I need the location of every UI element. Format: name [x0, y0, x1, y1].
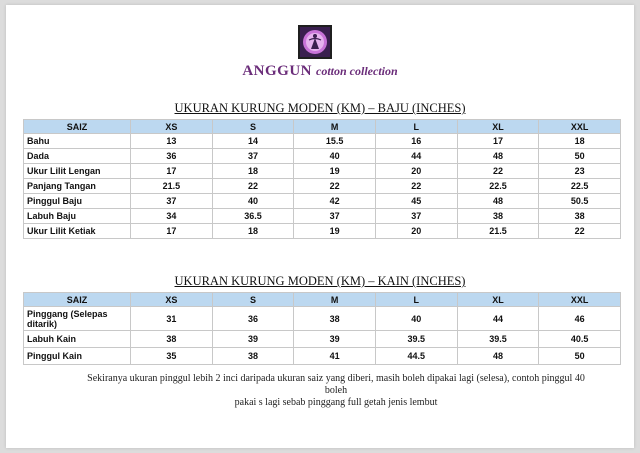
table-cell: 17 [131, 224, 213, 239]
row-label: Bahu [24, 134, 131, 149]
table-row [24, 307, 621, 331]
table-cell: 37 [131, 194, 213, 209]
row-label: Ukur Lilit Lengan [24, 164, 131, 179]
column-header: XS [131, 120, 213, 134]
table-cell: 22 [457, 164, 539, 179]
table-cell: 50 [539, 348, 621, 365]
table-cell: 38 [457, 209, 539, 224]
column-header: SAIZ [24, 120, 131, 134]
size-chart-sheet [6, 5, 634, 448]
baju-size-table [23, 119, 621, 239]
table-cell: 23 [539, 164, 621, 179]
table-cell: 31 [131, 307, 213, 331]
table-cell: 48 [457, 149, 539, 164]
column-header: S [212, 293, 294, 307]
table-row [24, 194, 621, 209]
table-cell: 37 [294, 209, 376, 224]
table-cell: 34 [131, 209, 213, 224]
column-header: M [294, 120, 376, 134]
row-label: Pinggul Baju [24, 194, 131, 209]
table-cell: 40 [375, 307, 457, 331]
table-cell: 22 [294, 179, 376, 194]
table-row [24, 149, 621, 164]
table-cell: 44.5 [375, 348, 457, 365]
table-cell: 20 [375, 164, 457, 179]
table-cell: 44 [375, 149, 457, 164]
table-cell: 15.5 [294, 134, 376, 149]
column-header: XL [457, 293, 539, 307]
table-cell: 22.5 [539, 179, 621, 194]
table-cell: 48 [457, 194, 539, 209]
table-cell: 45 [375, 194, 457, 209]
table-cell: 41 [294, 348, 376, 365]
table-cell: 21.5 [457, 224, 539, 239]
table-cell: 38 [212, 348, 294, 365]
table-row [24, 209, 621, 224]
table-row [24, 179, 621, 194]
brand-name: ANGGUN [242, 63, 312, 79]
table-cell: 39.5 [457, 331, 539, 348]
table-cell: 50.5 [539, 194, 621, 209]
table-cell: 22 [539, 224, 621, 239]
dancer-emblem-icon [300, 27, 330, 57]
baju-table-title: UKURAN KURUNG MODEN (KM) – BAJU (INCHES) [174, 101, 466, 115]
table-cell: 38 [294, 307, 376, 331]
column-header: SAIZ [24, 293, 131, 307]
row-label: Dada [24, 149, 131, 164]
column-header: S [212, 120, 294, 134]
table-cell: 42 [294, 194, 376, 209]
column-header: M [294, 293, 376, 307]
table-cell: 19 [294, 224, 376, 239]
table-cell: 48 [457, 348, 539, 365]
column-header: XS [131, 293, 213, 307]
row-label: Labuh Kain [24, 331, 131, 348]
table-cell: 20 [375, 224, 457, 239]
table-header-row [24, 120, 621, 134]
table-cell: 14 [212, 134, 294, 149]
table-cell: 44 [457, 307, 539, 331]
brand-title [6, 62, 634, 80]
table-cell: 40.5 [539, 331, 621, 348]
table-cell: 18 [212, 224, 294, 239]
row-label: Pinggang (Selepas ditarik) [24, 307, 131, 331]
kain-table-title: UKURAN KURUNG MODEN (KM) – KAIN (INCHES) [174, 274, 466, 288]
table-cell: 22.5 [457, 179, 539, 194]
footnote-line-1: Sekiranya ukuran pinggul lebih 2 inci daripada ukuran saiz yang diberi, masih boleh dipakai lagi (selesa), contoh pinggul 40 boleh [87, 373, 585, 396]
brand-logo [298, 25, 332, 59]
column-header: XXL [539, 293, 621, 307]
table-header-row [24, 293, 621, 307]
table-cell: 36 [212, 307, 294, 331]
table-cell: 21.5 [131, 179, 213, 194]
table-cell: 19 [294, 164, 376, 179]
table-cell: 16 [375, 134, 457, 149]
table-cell: 39.5 [375, 331, 457, 348]
table-row [24, 224, 621, 239]
table-row [24, 164, 621, 179]
table-cell: 38 [131, 331, 213, 348]
column-header: L [375, 293, 457, 307]
table-cell: 13 [131, 134, 213, 149]
table-cell: 37 [212, 149, 294, 164]
kain-size-table [23, 292, 621, 365]
column-header: L [375, 120, 457, 134]
table-cell: 46 [539, 307, 621, 331]
table-cell: 40 [212, 194, 294, 209]
column-header: XXL [539, 120, 621, 134]
brand-tagline: cotton collection [316, 64, 398, 78]
row-label: Ukur Lilit Ketiak [24, 224, 131, 239]
table-row [24, 348, 621, 365]
table-cell: 17 [457, 134, 539, 149]
table-cell: 22 [375, 179, 457, 194]
table-cell: 18 [212, 164, 294, 179]
table-cell: 39 [212, 331, 294, 348]
table-cell: 37 [375, 209, 457, 224]
row-label: Pinggul Kain [24, 348, 131, 365]
table-cell: 17 [131, 164, 213, 179]
column-header: XL [457, 120, 539, 134]
table-cell: 18 [539, 134, 621, 149]
footnote-line-2: pakai s lagi sebab pinggang full getah jenis lembut [234, 397, 438, 408]
table-cell: 39 [294, 331, 376, 348]
row-label: Labuh Baju [24, 209, 131, 224]
table-cell: 36.5 [212, 209, 294, 224]
table-cell: 22 [212, 179, 294, 194]
table-cell: 38 [539, 209, 621, 224]
table-cell: 35 [131, 348, 213, 365]
footnote [76, 373, 596, 409]
table-row [24, 134, 621, 149]
table-cell: 50 [539, 149, 621, 164]
table-cell: 36 [131, 149, 213, 164]
table-cell: 40 [294, 149, 376, 164]
table-row [24, 331, 621, 348]
row-label: Panjang Tangan [24, 179, 131, 194]
